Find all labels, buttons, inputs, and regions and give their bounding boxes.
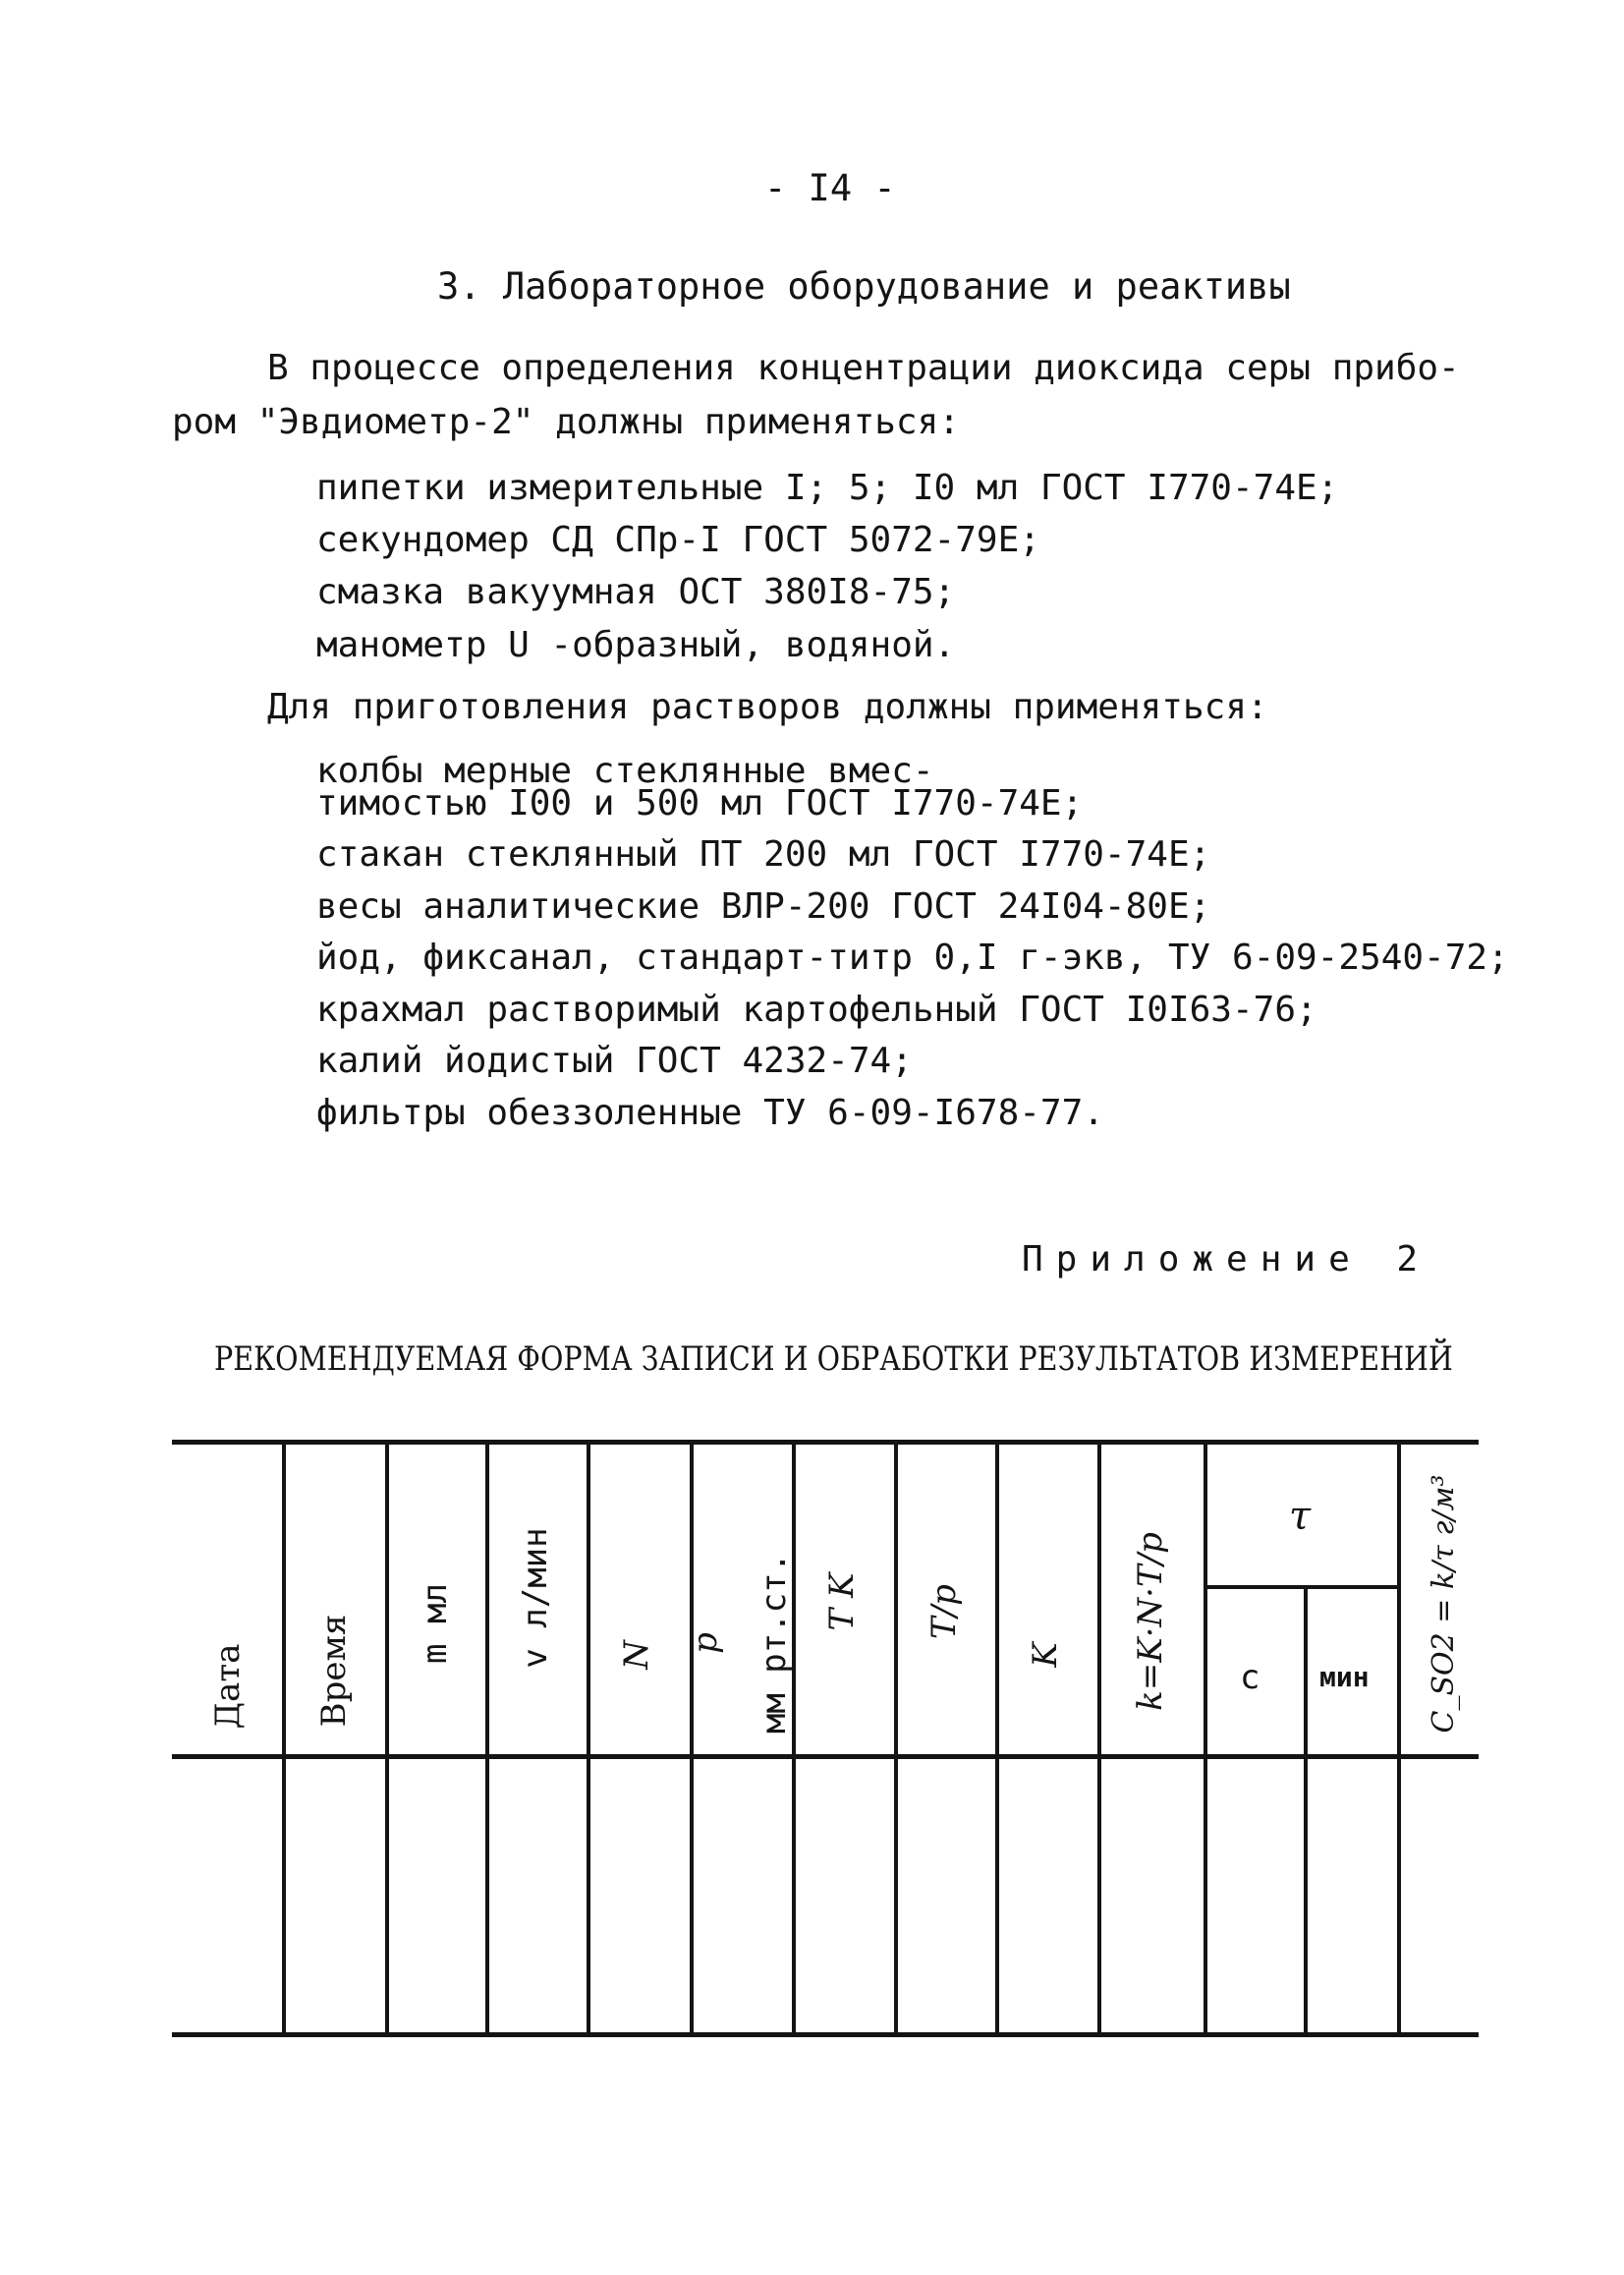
intro-line-2: ром "Эвдиометр-2" должны применяться: [172, 402, 960, 442]
header-p: p [686, 1632, 725, 1654]
col-divider [1304, 1587, 1308, 2035]
header-time: Время [314, 1614, 354, 1728]
header-tau-seconds: с [1240, 1658, 1260, 1697]
list-item: йод, фиксанал, стандарт-титр 0,I г-экв, ТУ 6-09-2540-72; [316, 938, 1509, 978]
appendix-label: Приложение 2 [1022, 1239, 1431, 1280]
header-tau: τ [1289, 1494, 1312, 1539]
col-divider [995, 1442, 999, 2035]
table-top-rule [172, 1440, 1479, 1445]
header-Tp: T/p [924, 1584, 964, 1639]
header-k: k=K·N·T/p [1131, 1532, 1170, 1711]
header-tau-minutes: мин [1319, 1661, 1370, 1693]
table-bottom-rule [172, 2032, 1479, 2037]
col-divider [894, 1442, 898, 2035]
col-divider [385, 1442, 389, 2035]
header-v: v л/мин [516, 1527, 555, 1669]
col-divider [587, 1442, 590, 2035]
list-item: весы аналитические ВЛР-200 ГОСТ 24I04-80Е; [316, 886, 1211, 927]
col-divider [1097, 1442, 1101, 2035]
col-divider [1397, 1442, 1401, 2035]
col-divider [282, 1442, 286, 2035]
list-item: смазка вакуумная ОСТ 380I8-75; [316, 572, 956, 612]
section-title: 3. Лабораторное оборудование и реактивы [437, 265, 1291, 308]
header-p-unit: мм рт.ст. [755, 1552, 794, 1735]
list-item: калий йодистый ГОСТ 4232-74; [316, 1041, 913, 1081]
solutions-intro: Для приготовления растворов должны применяться: [267, 687, 1268, 727]
header-T: T K [822, 1572, 862, 1631]
tau-subheader-rule [1205, 1585, 1397, 1589]
list-item: пипетки измерительные I; 5; I0 мл ГОСТ I770-74Е; [316, 468, 1339, 508]
list-item: стакан стеклянный ПТ 200 мл ГОСТ I770-74Е; [316, 834, 1211, 875]
table-header-rule [172, 1754, 1479, 1759]
list-item: тимостью I00 и 500 мл ГОСТ I770-74Е; [316, 783, 1084, 824]
intro-line-1: В процессе определения концентрации диоксида серы прибо- [267, 348, 1460, 388]
form-title: РЕКОМЕНДУЕМАЯ ФОРМА ЗАПИСИ И ОБРАБОТКИ РЕЗУЛЬТАТОВ ИЗМЕРЕНИЙ [214, 1339, 1453, 1379]
header-N: N [617, 1640, 656, 1670]
header-K: K [1026, 1642, 1065, 1668]
list-item: фильтры обеззоленные ТУ 6-09-I678-77. [316, 1093, 1104, 1133]
list-item: крахмал растворимый картофельный ГОСТ I0I63-76; [316, 990, 1317, 1030]
col-divider [485, 1442, 489, 2035]
page-number: - I4 - [764, 167, 896, 209]
header-date: Дата [208, 1643, 248, 1730]
header-m: m мл [416, 1583, 455, 1664]
col-divider [1204, 1442, 1207, 2035]
list-item: секундомер СД СПр-I ГОСТ 5072-79Е; [316, 520, 1040, 560]
list-item: манометр U -образный, водяной. [316, 625, 956, 665]
header-concentration: C_SO2 = k/τ г/м³ [1427, 1474, 1461, 1734]
list-item: колбы мерные стеклянные вмес- [316, 751, 934, 791]
